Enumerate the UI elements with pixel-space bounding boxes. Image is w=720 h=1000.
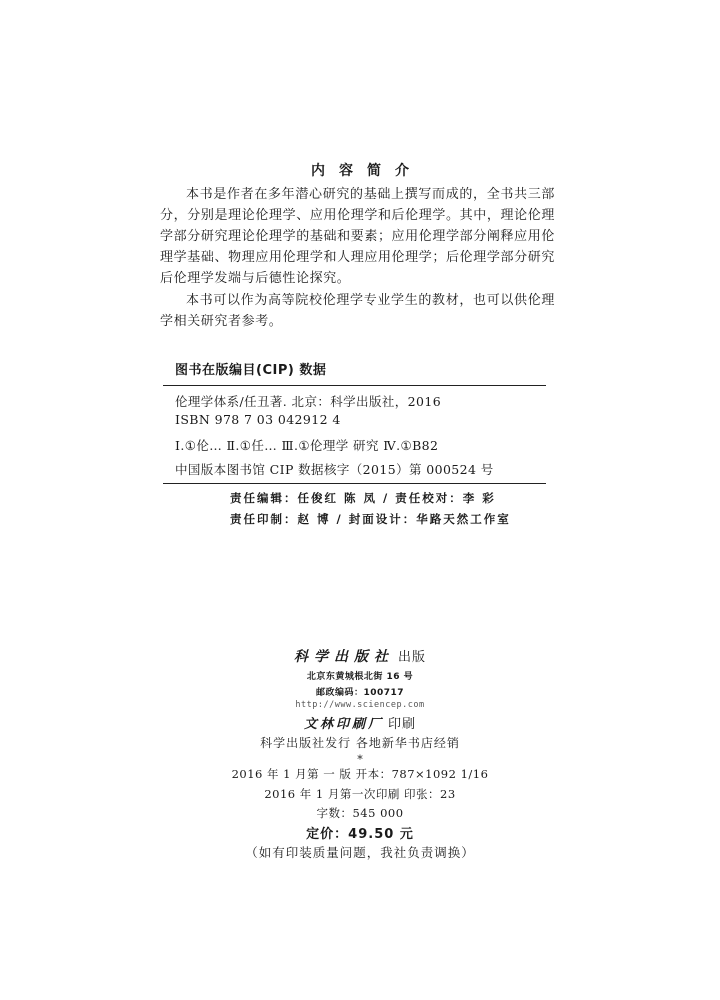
cip-classification: Ⅰ.①伦… Ⅱ.①任… Ⅲ.①伦理学 研究 Ⅳ.①B82 xyxy=(175,438,439,453)
summary-title: 内容简介 xyxy=(311,163,423,179)
printer-line xyxy=(0,713,720,732)
word-count: 字数：545 000 xyxy=(316,806,404,820)
publisher-postcode: 邮政编码：100717 xyxy=(315,688,405,698)
publisher-name: 科学出版社 xyxy=(293,649,394,665)
publisher-address: 北京东黄城根北街 16 号 xyxy=(306,672,414,682)
price: 定价：49.50 元 xyxy=(306,827,414,842)
printer-suffix: 印刷 xyxy=(388,717,417,732)
cip-bottom-rule xyxy=(163,483,546,484)
publisher-suffix: 出版 xyxy=(397,650,426,665)
publisher-url: http://www.sciencep.com xyxy=(295,700,425,710)
credits-editors: 责任编辑：任俊红 陈 凤 / 责任校对：李 彩 xyxy=(230,491,496,505)
publisher-line xyxy=(0,646,720,666)
edition-line: 2016 年 1 月第 一 版 开本：787×1092 1/16 xyxy=(231,767,489,781)
distribution-line: 科学出版社发行 各地新华书店经销 xyxy=(260,736,460,750)
cip-title-line: 伦理学体系/任丑著. 北京：科学出版社，2016 xyxy=(175,394,442,409)
cip-top-rule xyxy=(163,385,546,386)
credits-production: 责任印制：赵 博 / 封面设计：华路天然工作室 xyxy=(230,512,511,526)
cip-record-number: 中国版本图书馆 CIP 数据核字（2015）第 000524 号 xyxy=(175,462,494,477)
separator-star: * xyxy=(357,753,363,766)
cip-isbn: ISBN 978 7 03 042912 4 xyxy=(175,412,341,427)
printing-line: 2016 年 1 月第一次印刷 印张：23 xyxy=(264,787,456,801)
printer-name: 文林印刷厂 xyxy=(303,717,384,732)
cip-title: 图书在版编目(CIP) 数据 xyxy=(175,363,327,378)
summary-paragraph-1: 本书是作者在多年潜心研究的基础上撰写而成的，全书共三部分，分别是理论伦理学、应用伦理学和后伦理学。其中，理论伦理学部分研究理论伦理学的基础和要素；应用伦理学部分阐释应用伦理学基础、物理应用伦理学和人理应用伦理学；后伦理学部分研究后伦理学发端与后德性论探究。 xyxy=(160,187,555,286)
summary-paragraph-2: 本书可以作为高等院校伦理学专业学生的教材，也可以供伦理学相关研究者参考。 xyxy=(160,293,555,329)
quality-note: （如有印装质量问题，我社负责调换） xyxy=(245,845,475,860)
